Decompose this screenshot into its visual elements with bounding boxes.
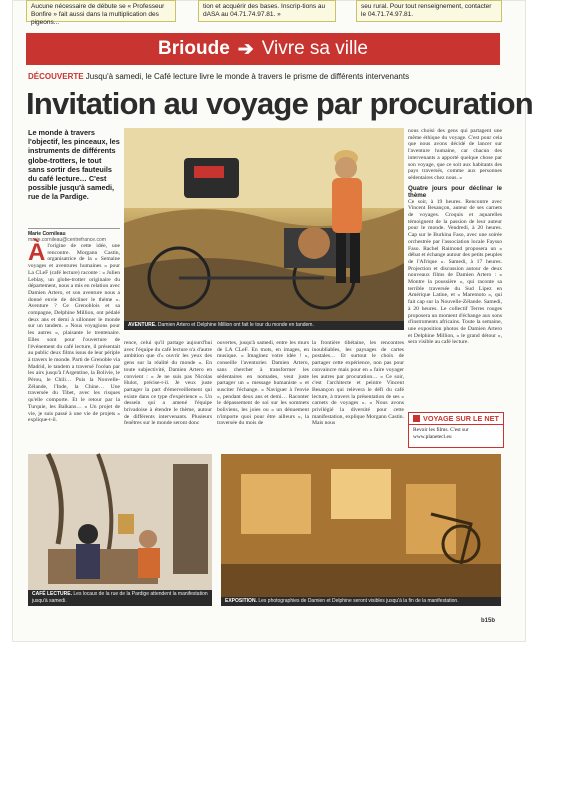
expo-photo-caption — [221, 597, 501, 606]
main-photo-tandem — [124, 128, 404, 330]
expo-photo-illustration — [221, 454, 501, 606]
arrow-icon: ➔ — [237, 38, 254, 60]
section-banner — [26, 33, 500, 65]
dropcap: À — [28, 239, 46, 266]
cafe-photo-caption — [28, 590, 212, 606]
body-column-4: la frontière tibétaine, les rencontres inoubliables, les paysages de cartes postales… Et surtout le choix de partager cette expérience, non pas pour convaincre mais pour en « faire voyager les autres par procuration… » Ce soir, c'est l'architecte et peintre Vincent Besançon qui relèvera le défi du café lecture, à travers la présentation de ses « carnets de voyages ». « Nous avons privilégié la diversité pour cette manifestation, explique Morgann Castin. Mais nous — [312, 340, 404, 427]
top-strip-middle: tion et acquérir des bases. Inscrip-tions au dASA au 04.71.74.97.81. » — [198, 0, 336, 22]
sidebar-text-b: Ce soir, à 19 heures. Rencontre avec Vincent Besançon, auteur de ses carnets de voyages. Croquis et aquarelles témoignent de la passion de leur auteur pour le monde. Vendredi, à 20 heures. Cap sur le Burkina Faso, avec une soirée orchestrée par l'association locale Faysso Faso. Rachel Raimond proposera un « débat et échange autour des petits peuples de l'Afrique ». Samedi, à 17 heures. Projection et discussion autour de deux nouveaux films de Damien Artero : « Montre la poussière », qui raconte sa terrible traversée du Sud Lipez en Amérique Latine, et « Maremoto », qui fait cap sur la Nouvelle-Zélande. Samedi, à 20 heures. Le collectif Terres rouges proposera un moment d'échange aux sons d'instruments africains. Toute la semaine, une exposition photos de Damien Artero et Delphine Million, « le grand détour », sera visible au café lecture. — [408, 198, 502, 346]
top-strip-left: Aucune nécessaire de débute se « Professeur Bonfire » fait aussi dans la multiplication des pigeons... — [26, 0, 176, 22]
voyage-net-text: Revoir les films. C'est sur www.planetecl.eu — [413, 427, 469, 440]
headline: Invitation au voyage par procuration — [26, 86, 533, 121]
banner-section: Vivre sa ville — [261, 38, 368, 59]
main-caption-text: Damien Artero et Delphine Million ont fait le tour du monde en tandem. — [156, 322, 314, 328]
body-column-2: rence, celui qu'il partage aujourd'hui avec l'équipe du café lecture n'a d'autre ambition que d'« ouvrir les yeux des gens sur la réalité du monde ». En toute subjectivité, Damien Artero en convient : « Je ne suis pas Nicolas Hulot, précise-t-il. Je veux juste partager la part d'émerveillement qui existe dans ce type d'expérience ». Un dessein qui a amené l'équipe brivadoise à étendre le thème, autour de différents intervenants. Plusieurs fenêtres sur le monde seront donc — [124, 340, 212, 427]
tandem-photo-illustration — [124, 128, 404, 330]
lede: Le monde à travers l'objectif, les pinceaux, les instruments de différents globe-trotters, le tout sans sortir des fauteuils du café lecture… C'est possible jusqu'à samedi, rue de la Pardige. — [28, 128, 120, 202]
exposition-photo — [221, 454, 501, 606]
cafe-photo-illustration — [28, 454, 212, 606]
cafe-caption-label: CAFÉ LECTURE. — [32, 591, 72, 597]
square-bullet-icon — [413, 415, 420, 422]
banner-city: Brioude — [157, 38, 230, 59]
top-strip-right: seu rural. Pour tout renseignement, contacter le 04.71.74.97.81. — [356, 0, 502, 22]
expo-caption-text: Les photographies de Damien et Delphine seront visibles jusqu'à la fin de la manifestation. — [256, 598, 459, 604]
body-text-1: l'origine de cette idée, une rencontre. Morgann Castin, organisatrice de la « Semaine voyages et aventures humaines » pour La CLeF (café lecture) raconte : « Julien Leblay, un globe-trotter originaire du département, nous a mis en relation avec Damien Artero, et son aventure nous a donné envie de décliner le thème ». Aventure ? Ce Grenoblois et sa compagne, Delphine Million, ont pédalé deux ans et demi à sillonner le monde sur un tandem. « Nous voyagions pour les autres », plaisante le trentenaire. Elles sont pour l'ouverture de l'événement du café lecture, il présentait au public deux films issus de leur périple à travers le monde. Parti de Grenoble via Madrid, le tandem a traversé l'océan par les airs jusqu'à l'Argentine, la Bolivie, le Pérou, le Chili… Puis la Nouvelle-Zélande, l'Inde, la Chine… Une traversée du Tibet, avec les risques qu'elle comporte. Et le retour par la Turquie, les Balkans… « Un projet de vie, je suis passé à une vie de projets » explique-t-il. — [28, 243, 120, 424]
voyage-net-title: VOYAGE SUR LE NET — [423, 414, 499, 423]
main-caption-label: AVENTURE. — [128, 322, 157, 328]
kicker-label: DÉCOUVERTE — [28, 72, 84, 81]
byline-author: Marie Cornileau — [28, 231, 66, 237]
body-column-3: ouvertes, jusqu'à samedi, entre les murs de LA CLeF. En mots, en images, en musique. « Imaginez votre idée ! », conseille l'aventurier. Damien Artero, sans chercher à transformer les sédentaires en nomades, veut juste partager un « message humaniste » et susciter l'échange. « Naviguer à l'envie », pendant deux ans et demi… Raconter le dépassement de soi sur les sommets boliviens, les joies ou « un dénuement n'importe quoi pour être ailleurs », la traversée du mois de — [217, 340, 309, 427]
voyage-net-box — [408, 412, 504, 448]
expo-caption-label: EXPOSITION. — [225, 598, 257, 604]
voyage-net-title-row — [409, 413, 503, 425]
sidebar-text-a: nous choisi des gens qui partagent une même éthique du voyage. C'est pour cela que nous avons décidé de lancer sur l'aventure humaine, car chacun des intervenants a apporté quelque chose par son voyage, que ce soit aux habitants des pays traversés, comme aux personnes sédentaires chez nous. » — [408, 128, 502, 181]
cafe-caption-text: Les locaux de la rue de la Pardige attendent la manifestation jusqu'à samedi. — [32, 591, 208, 604]
page-folio: b15b — [480, 618, 495, 624]
kicker — [28, 72, 500, 82]
cafe-lecture-photo — [28, 454, 212, 606]
kicker-text: Jusqu'à samedi, le Café lecture livre le monde à travers le prisme de différents intervenants — [83, 72, 410, 81]
sidebar-column — [408, 128, 502, 410]
main-photo-caption — [124, 321, 404, 330]
sidebar-heading: Quatre jours pour déclinar le thème — [408, 184, 502, 199]
byline-email: marie.cornileau@centrefrance.com — [28, 237, 106, 243]
